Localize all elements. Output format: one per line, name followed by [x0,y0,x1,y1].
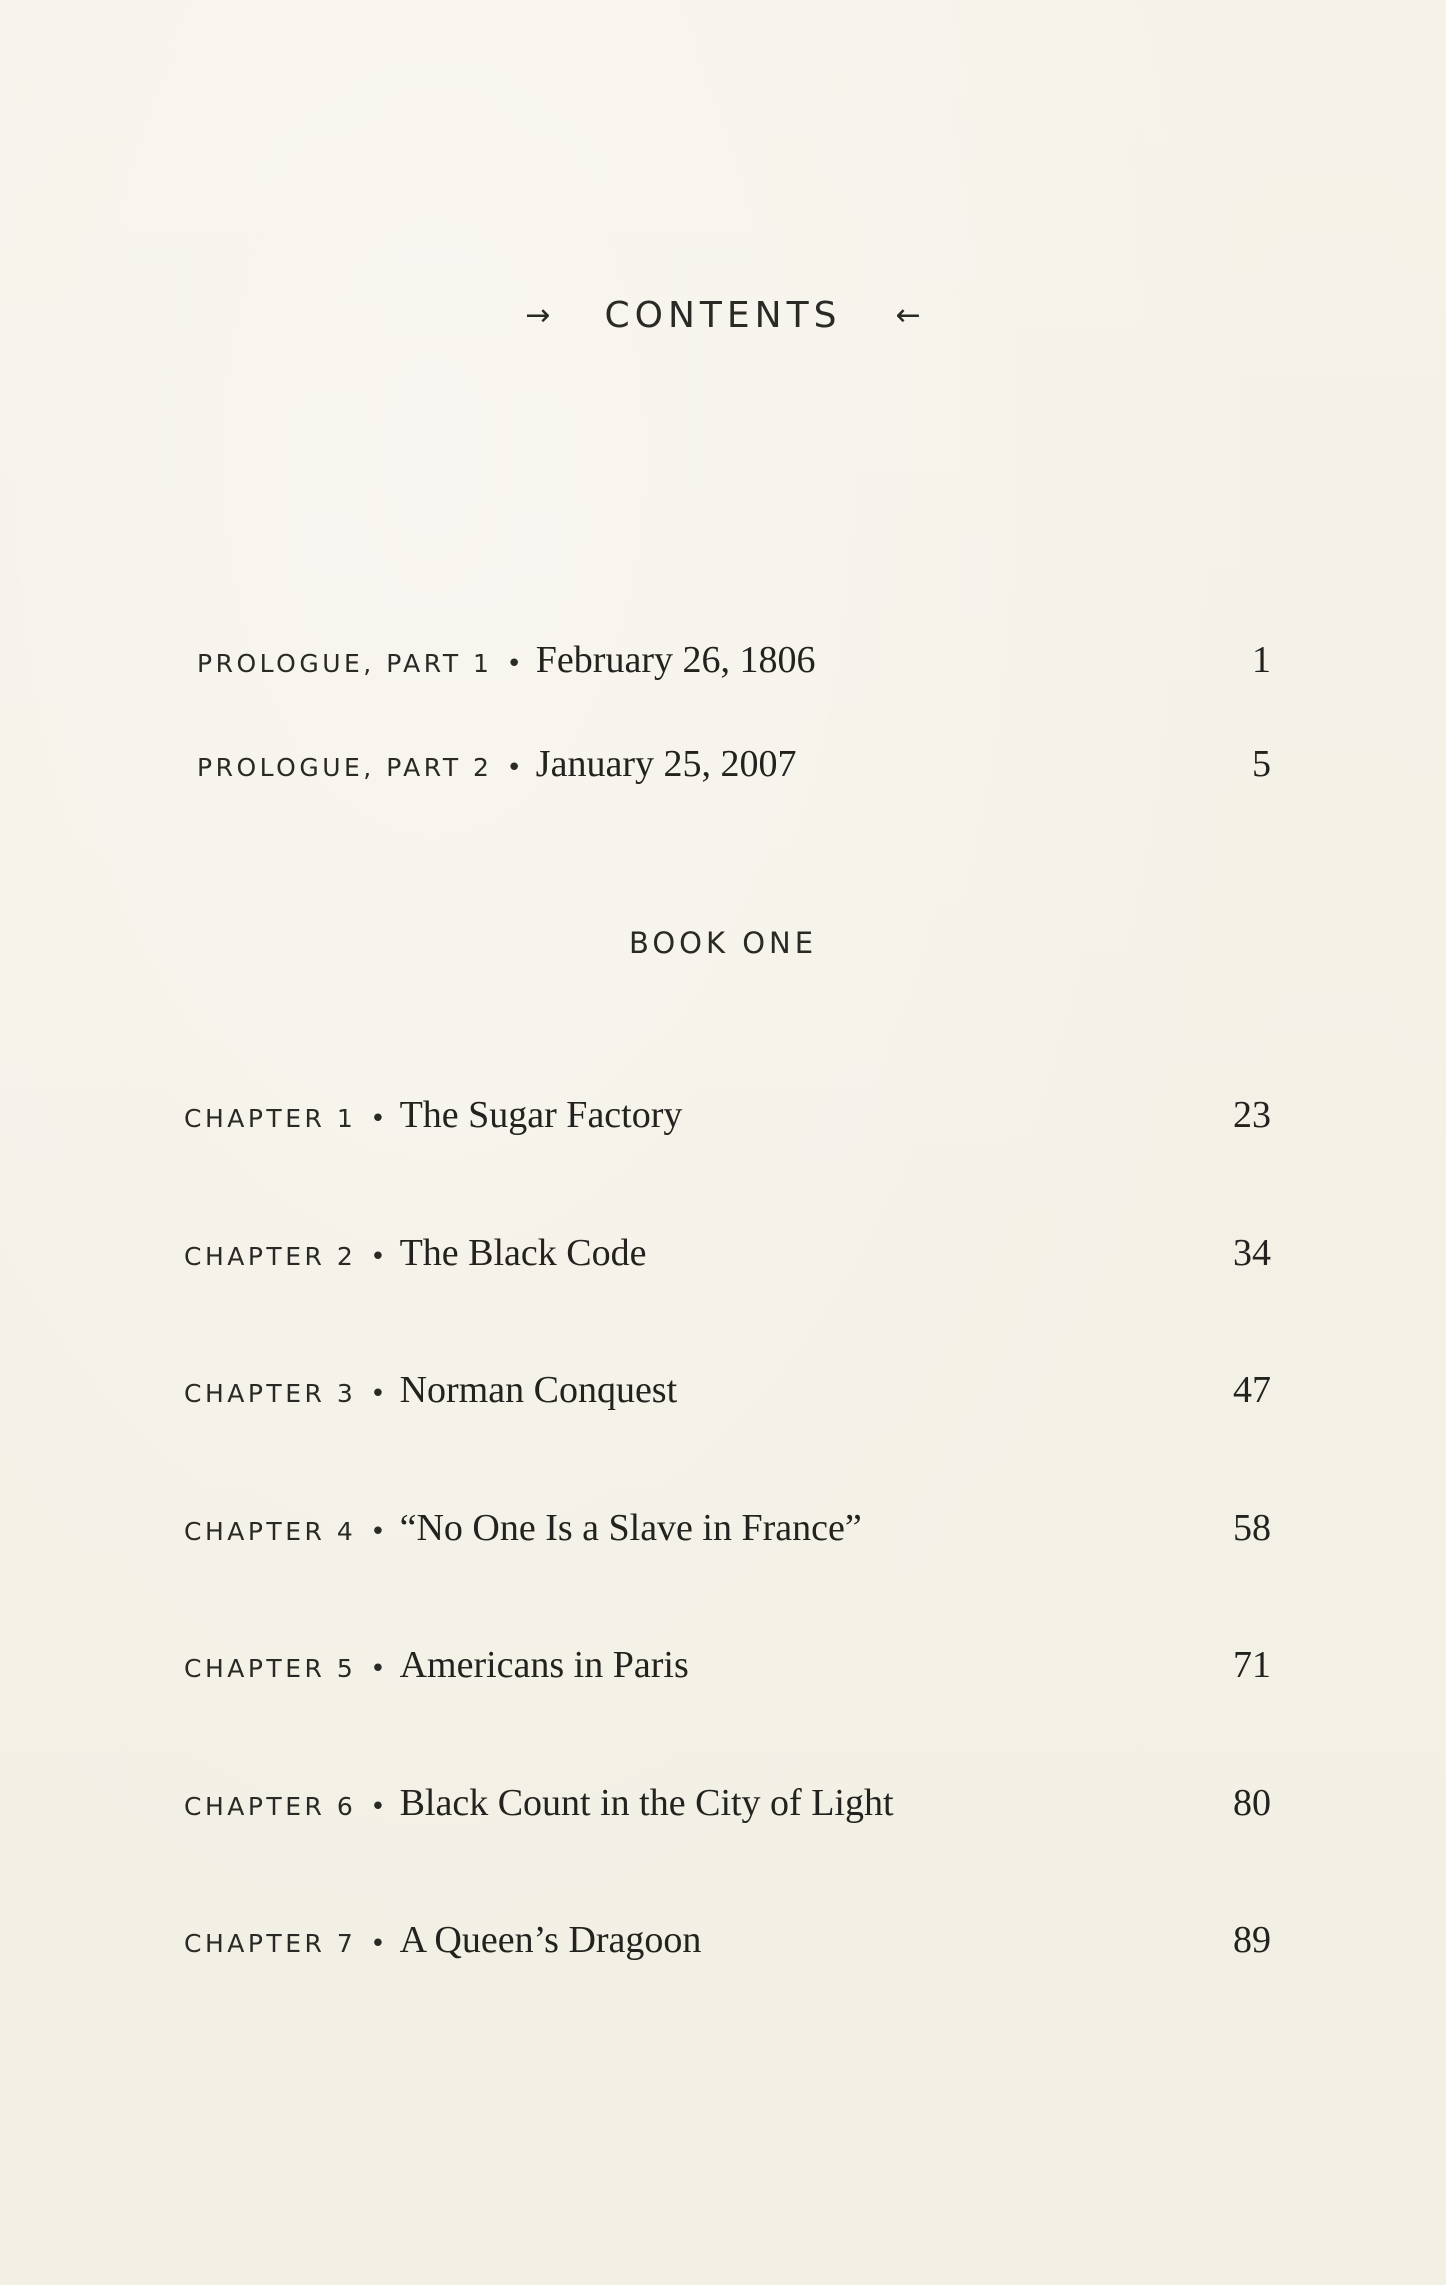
entry-page-number: 58 [1233,1507,1271,1549]
entry-title: Americans in Paris [399,1644,689,1686]
entry-page-number: 80 [1233,1782,1271,1824]
entry-title: The Black Code [399,1232,647,1274]
entry-title: “No One Is a Slave in France” [399,1507,862,1549]
entry-page-number: 23 [1233,1094,1271,1136]
toc-entry-chapter-6[interactable] [184,1781,1271,1841]
arrow-right-ornament-icon: ← [895,298,921,333]
bullet-separator: • [370,1929,386,1959]
bullet-separator: • [370,1379,386,1409]
toc-entry-chapter-5[interactable] [184,1643,1271,1703]
entry-label: PROLOGUE, PART 1 [197,649,493,678]
toc-entry-chapter-2[interactable] [184,1231,1271,1291]
entry-title: A Queen’s Dragoon [399,1919,702,1961]
entry-title: The Sugar Factory [399,1094,683,1136]
entry-label: CHAPTER 1 [184,1104,357,1133]
entry-title: January 25, 2007 [535,743,797,785]
entry-page-number: 1 [1252,639,1271,681]
toc-entry-prologue-2[interactable] [197,742,1271,802]
entry-label: CHAPTER 5 [184,1654,357,1683]
entry-label: CHAPTER 2 [184,1242,357,1271]
entry-title: February 26, 1806 [535,639,816,681]
bullet-separator: • [506,753,522,783]
arrow-left-ornament-icon: → [525,298,551,333]
entry-page-number: 34 [1233,1232,1271,1274]
entry-label: CHAPTER 4 [184,1517,357,1546]
entry-label: CHAPTER 6 [184,1792,357,1821]
entry-label: PROLOGUE, PART 2 [197,753,493,782]
toc-entry-chapter-1[interactable] [184,1093,1271,1153]
bullet-separator: • [370,1517,386,1547]
bullet-separator: • [506,649,522,679]
bullet-separator: • [370,1104,386,1134]
entry-page-number: 5 [1252,743,1271,785]
entry-title: Norman Conquest [399,1369,678,1411]
toc-entry-chapter-3[interactable] [184,1368,1271,1428]
entry-label: CHAPTER 3 [184,1379,357,1408]
entry-page-number: 71 [1233,1644,1271,1686]
entry-page-number: 47 [1233,1369,1271,1411]
toc-entry-chapter-4[interactable] [184,1506,1271,1566]
bullet-separator: • [370,1792,386,1822]
bullet-separator: • [370,1654,386,1684]
bullet-separator: • [370,1242,386,1272]
book-one-heading: BOOK ONE [628,926,818,960]
entry-label: CHAPTER 7 [184,1929,357,1958]
entry-title: Black Count in the City of Light [399,1782,894,1824]
entry-page-number: 89 [1233,1919,1271,1961]
contents-heading [0,295,1446,336]
contents-title: CONTENTS [604,295,842,336]
toc-entry-chapter-7[interactable] [184,1918,1271,1978]
toc-entry-prologue-1[interactable] [197,638,1271,698]
